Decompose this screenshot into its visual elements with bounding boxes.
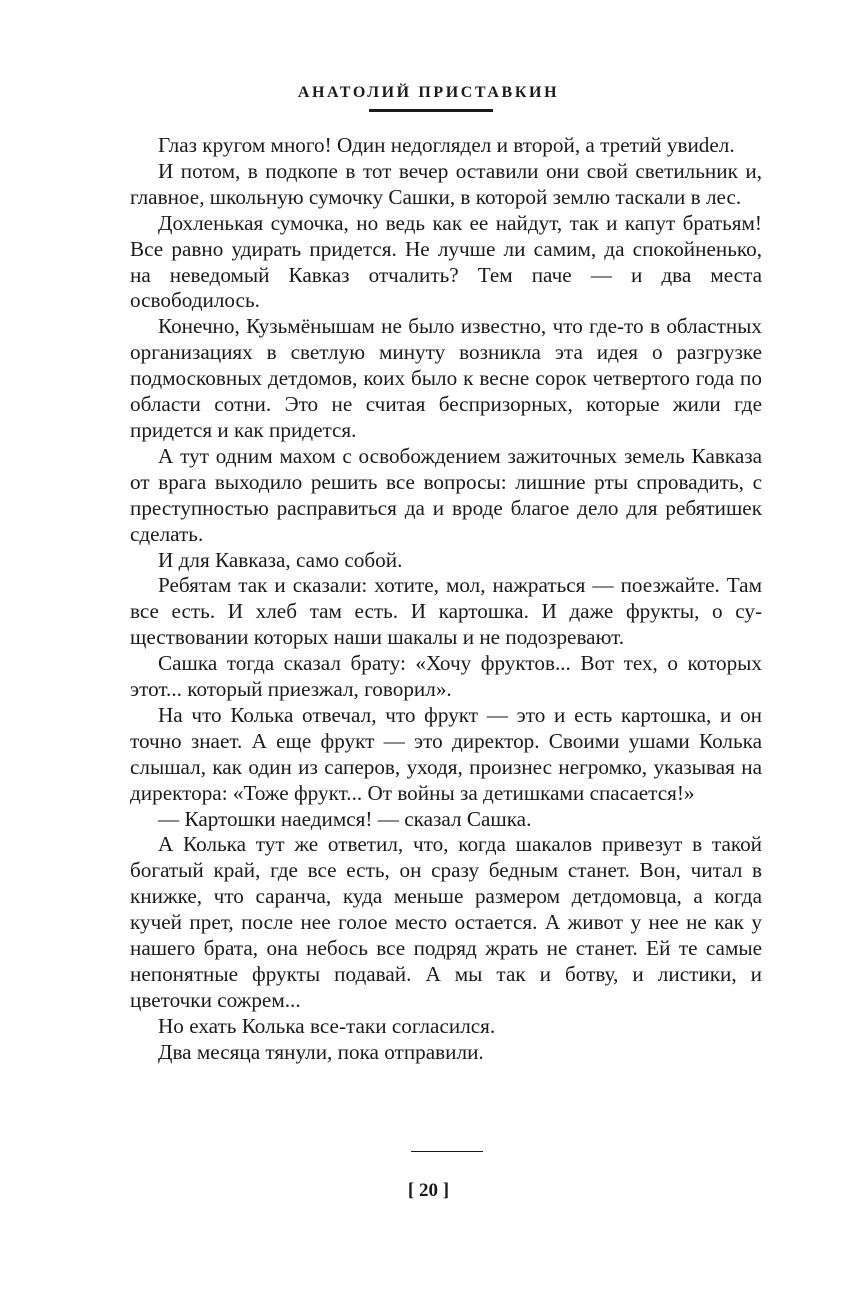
paragraph: А тут одним махом с освобождением зажиточных земель Кавказа от врага выходило решить все вопросы: лишние рты спровадить, с преступностью расправиться да и вроде благое дело для ребятишек сделать. (130, 443, 762, 546)
paragraph: — Картошки наедимся! — сказал Сашка. (158, 806, 532, 831)
paragraph: Конечно, Кузьмёнышам не было известно, что где-то в областных организациях в светлую минуту возникла эта идея о разгрузке подмосковных детдомов, коих было к весне сорок четвертого года по области сотни. Это не считая беспризорных, которые жили где придется и как придется. (130, 314, 762, 442)
paragraph: Дохленькая сумочка, но ведь как ее найдут, так и капут братьям! Все равно удирать придется. Не лучше ли самим, да спокойненько, на неведомый Кавказ отчалить? Тем паче — и два места освободилось. (130, 210, 762, 313)
paragraph: Два месяца тянули, пока отправили. (158, 1039, 484, 1064)
page-number: [ 20 ] (407, 1180, 450, 1201)
paragraph: Глаз кругом много! Один недоглядел и второй, а третий увиdел. (158, 133, 735, 157)
paragraph: На что Колька отвечал, что фрукт — это и есть картошка, и он точно знает. А еще фрукт — это директор. Своими ушами Колька слышал, как один из саперов, уходя, произнес негромко, указывая на директора: «Тоже фрукт... От войны за детишками спасается!» (130, 702, 762, 805)
paragraph: А Колька тут же ответил, что, когда шакалов привезут в такой богатый край, где все есть, он сразу бедным станет. Вон, читал в книжке, что саранча, куда меньше размером детдомовца, а когда кучей прет, после нее голое место остается. А живот у нее не как у нашего брата, она небось все подряд жрать не станет. Ей те самые непонятные фрукты подавай. А мы так и ботву, и листики, и цветочки сожрем... (130, 832, 762, 1012)
paragraph: Но ехать Колька все-таки согласился. (158, 1013, 496, 1038)
paragraph: Ребятам так и сказали: хотите, мол, нажраться — поезжайте. Там все есть. И хлеб там есть. И картошка. И даже фрукты, о существовании которых наши шакалы и не подозревают. (130, 573, 762, 650)
paragraph: И потом, в подкопе в тот вечер оставили они свой светильник и, главное, школьную сумочку Сашки, в которой землю таскали в лес. (130, 158, 762, 209)
running-head: АНАТОЛИЙ ПРИСТАВКИН (297, 84, 560, 101)
paragraph: И для Кавказа, само собой. (158, 547, 403, 572)
header-rule (369, 109, 493, 112)
section-end-rule (411, 1151, 483, 1152)
paragraph: Сашка тогда сказал брату: «Хочу фруктов... Вот тех, о которых этот... который приезжал, говорил». (130, 651, 762, 702)
body-text (130, 133, 762, 1066)
